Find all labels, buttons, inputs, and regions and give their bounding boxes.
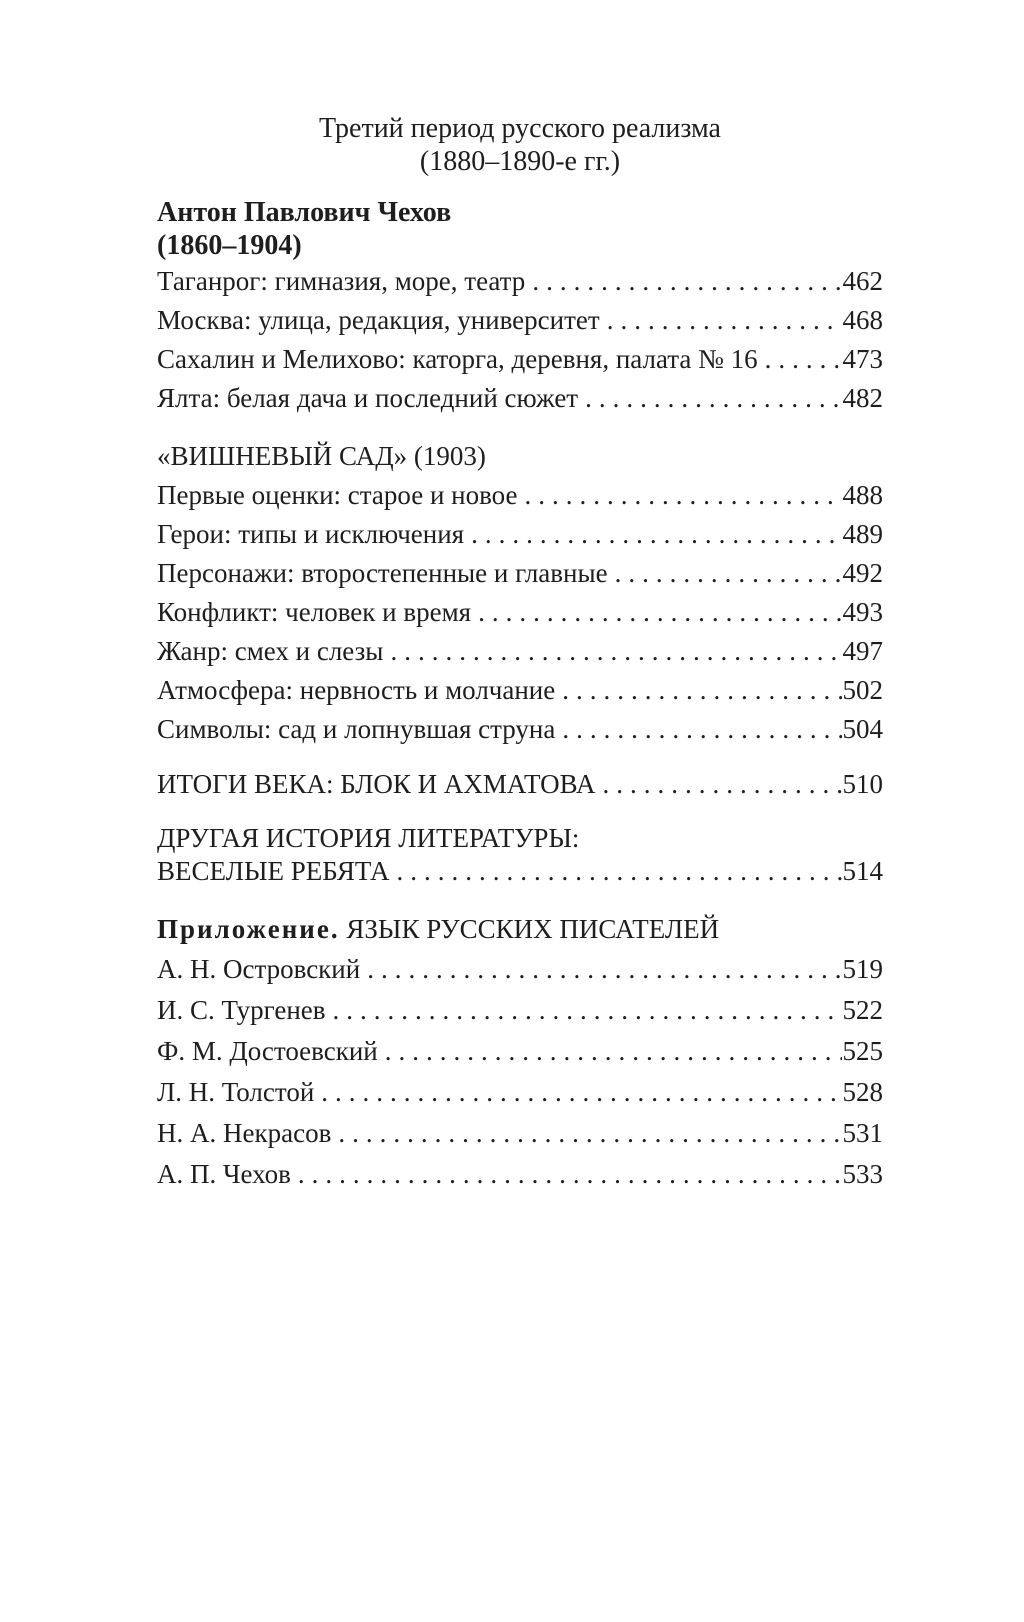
toc-entry [157, 632, 883, 671]
entry-title: Москва: улица, редакция, университет [157, 305, 600, 335]
chapter-subtitle: (1880–1890-е гг.) [419, 146, 621, 177]
section-heading-chekhov [157, 196, 883, 262]
toc-entry [157, 1154, 883, 1195]
toc-entry [157, 949, 883, 990]
chapter-title: Третий период русского реализма [319, 113, 721, 144]
toc-entry [157, 379, 883, 418]
dot-leader [298, 1154, 842, 1195]
dot-leader [532, 262, 841, 301]
dot-leader [562, 710, 841, 749]
section-entry-century-results [157, 765, 883, 804]
entry-title: Сахалин и Мелихово: каторга, деревня, палата № 16 [157, 344, 758, 374]
toc-entry [157, 262, 883, 301]
toc-entry [157, 340, 883, 379]
toc-entry [157, 1031, 883, 1072]
entry-title: Жанр: смех и слезы [157, 636, 384, 666]
entry-title: И. С. Тургенев [157, 995, 326, 1025]
table-of-contents [157, 112, 883, 1195]
entry-page: 519 [842, 954, 883, 984]
dot-leader [525, 476, 842, 515]
entry-title: Персонажи: второстепенные и главные [157, 558, 608, 588]
section-entry-other-history [157, 822, 883, 888]
toc-entry [157, 515, 883, 554]
section-heading-appendix [157, 910, 883, 949]
appendix-title: ЯЗЫК РУССКИХ ПИСАТЕЛЕЙ [346, 914, 720, 944]
dot-leader [321, 1072, 841, 1113]
chekhov-entries [157, 262, 883, 418]
toc-entry [157, 301, 883, 340]
entry-title-line2: ВЕСЕЛЫЕ РЕБЯТА [157, 856, 390, 886]
entry-page: 473 [842, 344, 883, 374]
dot-leader [765, 340, 842, 379]
author-name: Антон Павлович Чехов [157, 197, 452, 228]
entry-page: 514 [842, 856, 883, 886]
toc-entry [157, 476, 883, 515]
dot-leader [615, 554, 842, 593]
entry-title: Ялта: белая дача и последний сюжет [157, 383, 579, 413]
dot-leader [367, 949, 841, 990]
dot-leader [338, 1113, 841, 1154]
entry-page: 489 [842, 519, 883, 549]
entry-title: Атмосфера: нервность и молчание [157, 675, 556, 705]
dot-leader [397, 855, 842, 888]
dot-leader [607, 301, 842, 340]
entry-page: 493 [842, 597, 883, 627]
entry-title: Первые оценки: старое и новое [157, 480, 518, 510]
entry-title: Герои: типы и исключения [157, 519, 465, 549]
entry-page: 504 [842, 714, 883, 744]
entry-page: 533 [842, 1159, 883, 1189]
entry-page: 522 [842, 995, 883, 1025]
dot-leader [602, 765, 841, 804]
entry-title: А. Н. Островский [157, 954, 361, 984]
dot-leader [562, 671, 841, 710]
entry-page: 531 [842, 1118, 883, 1148]
entry-page: 528 [842, 1077, 883, 1107]
dot-leader [333, 990, 842, 1031]
toc-entry [157, 710, 883, 749]
entry-title: Л. Н. Толстой [157, 1077, 315, 1107]
dot-leader [585, 379, 841, 418]
entry-page: 497 [842, 636, 883, 666]
toc-entry [157, 671, 883, 710]
entry-title: Конфликт: человек и время [157, 597, 472, 627]
entry-title: А. П. Чехов [157, 1159, 291, 1189]
entry-title: Н. А. Некрасов [157, 1118, 332, 1148]
toc-entry [157, 990, 883, 1031]
entry-page: 492 [842, 558, 883, 588]
appendix-label: Приложение. [157, 914, 340, 944]
entry-title: Таганрог: гимназия, море, театр [157, 266, 526, 296]
cherry-orchard-entries [157, 476, 883, 749]
toc-entry [157, 1072, 883, 1113]
dot-leader [478, 593, 841, 632]
toc-entry [157, 1113, 883, 1154]
entry-page: 468 [842, 305, 883, 335]
dot-leader [390, 632, 841, 671]
entry-page: 502 [842, 675, 883, 705]
entry-page: 462 [842, 266, 883, 296]
dot-leader [385, 1031, 842, 1072]
entry-title: Символы: сад и лопнувшая струна [157, 714, 556, 744]
entry-page: 510 [842, 769, 883, 799]
entry-page: 488 [842, 480, 883, 510]
author-years: (1860–1904) [157, 230, 302, 261]
dot-leader [471, 515, 841, 554]
entry-page: 525 [842, 1036, 883, 1066]
entry-title-line1: ДРУГАЯ ИСТОРИЯ ЛИТЕРАТУРЫ: [157, 823, 580, 853]
toc-entry [157, 855, 883, 888]
entry-title: ИТОГИ ВЕКА: БЛОК И АХМАТОВА [157, 769, 596, 799]
entry-page: 482 [842, 383, 883, 413]
section-heading-cherry-orchard: «ВИШНЕВЫЙ САД» (1903) [157, 441, 486, 471]
toc-entry [157, 593, 883, 632]
appendix-entries [157, 949, 883, 1195]
chapter-header [157, 112, 883, 178]
entry-title: Ф. М. Достоевский [157, 1036, 378, 1066]
toc-entry [157, 554, 883, 593]
